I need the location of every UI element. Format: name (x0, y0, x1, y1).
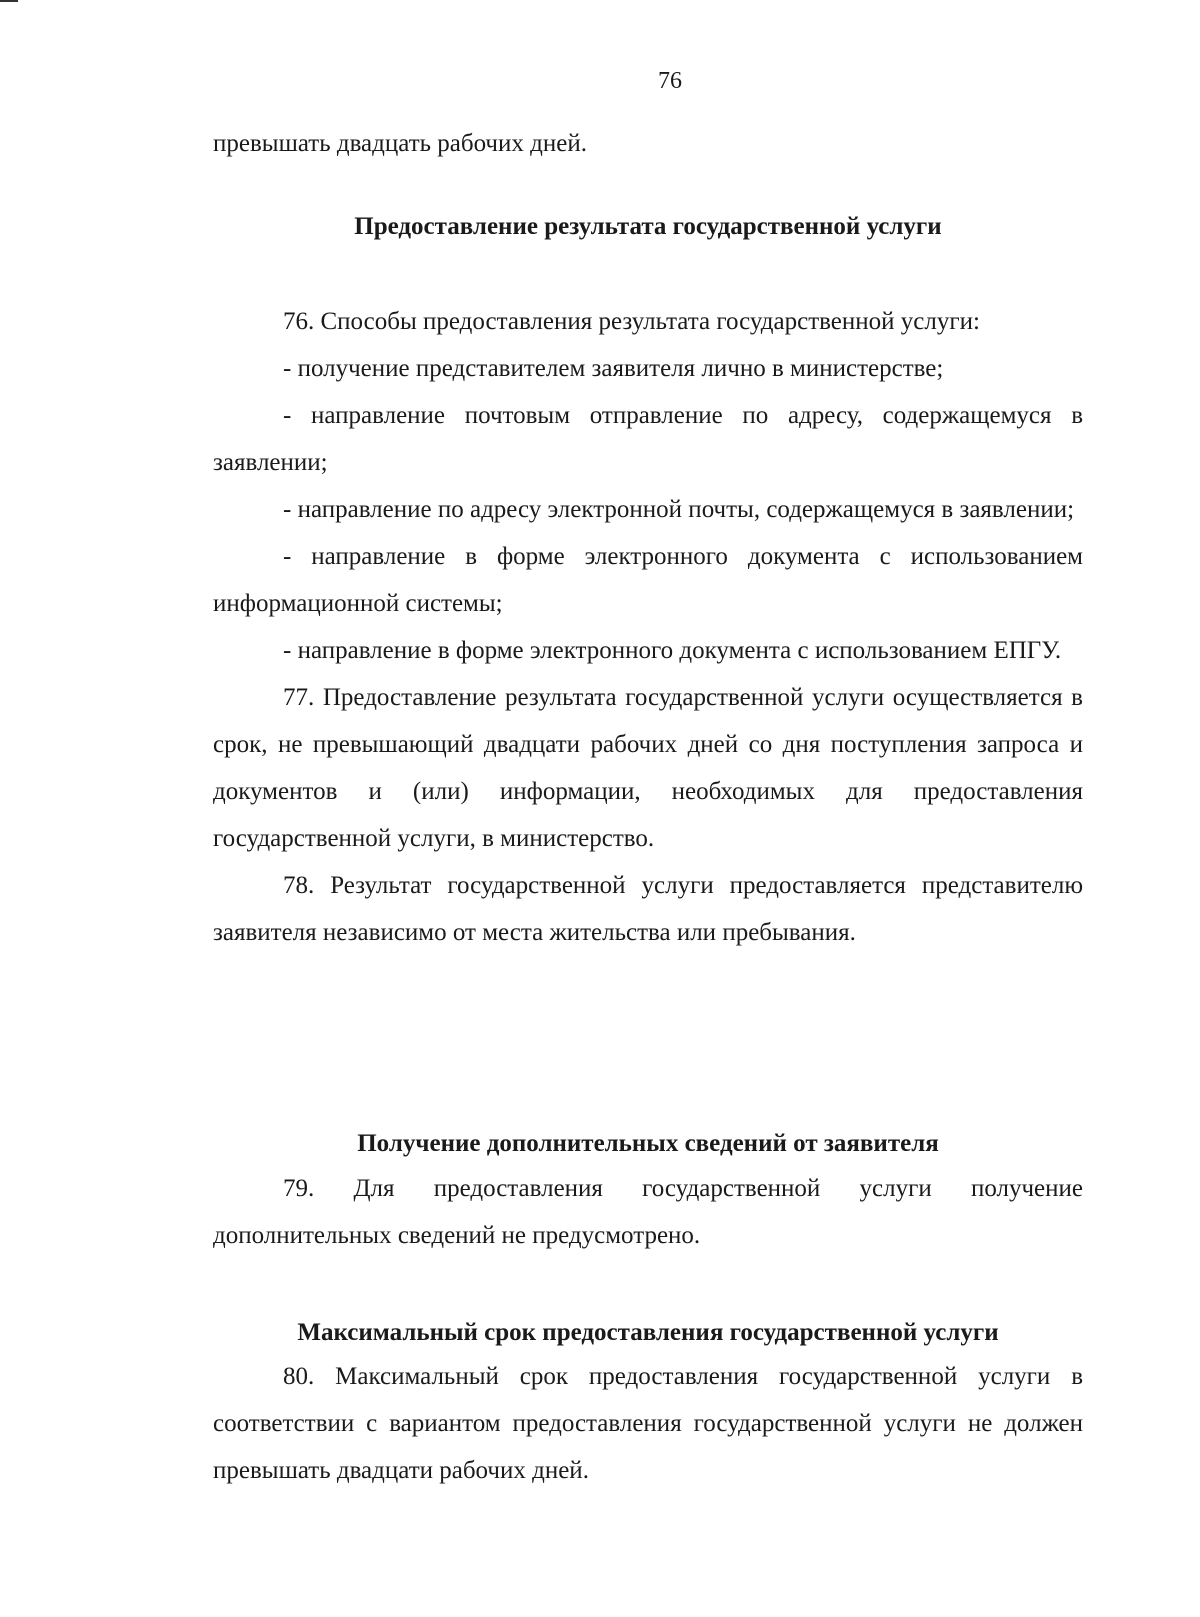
section-76-block (213, 298, 1083, 956)
paragraph-76-item-3: - направление по адресу электронной почты, содержащемуся в заявлении; (283, 496, 1075, 523)
intro-continuation: превышать двадцать рабочих дней. (213, 130, 587, 157)
heading-max-term: Максимальный срок предоставления государственной услуги (297, 1319, 999, 1346)
paragraph-79: 79. Для предоставления государственной услуги получение дополнительных сведений не предусмотрено. (213, 1175, 1083, 1249)
paragraph-76-item-5: - направление в форме электронного документа с использованием ЕПГУ. (283, 637, 1062, 664)
paragraph-76-item-1: - получение представителем заявителя лично в министерстве; (283, 355, 944, 382)
section-79-block (213, 1165, 1083, 1259)
heading-additional-info: Получение дополнительных сведений от заявителя (357, 1130, 939, 1157)
paragraph-76-item-2: - направление почтовым отправление по адресу, содержащемуся в заявлении; (213, 402, 1083, 476)
paragraph-76-title: 76. Способы предоставления результата государственной услуги: (283, 308, 980, 335)
page-number: 76 (658, 68, 682, 94)
paragraph-80: 80. Максимальный срок предоставления государственной услуги в соответствии с вариантом предоставления государственной услуги не должен превышать двадцати рабочих дней. (213, 1363, 1083, 1484)
paragraph-78: 78. Результат государственной услуги предоставляется представителю заявителя независимо от места жительства или пребывания. (213, 872, 1083, 946)
paragraph-76-item-4: - направление в форме электронного документа с использованием информационной системы; (213, 543, 1083, 617)
heading-result: Предоставление результата государственной услуги (354, 213, 942, 240)
section-80-block (213, 1353, 1083, 1494)
intro-continuation-block (213, 120, 1083, 167)
paragraph-77: 77. Предоставление результата государственной услуги осуществляется в срок, не превышающий двадцати рабочих дней со дня поступления запроса и документов и (или) информации, необходимых для предоставления государственной услуги, в министерство. (213, 684, 1083, 852)
scan-corner-mark (0, 0, 18, 2)
